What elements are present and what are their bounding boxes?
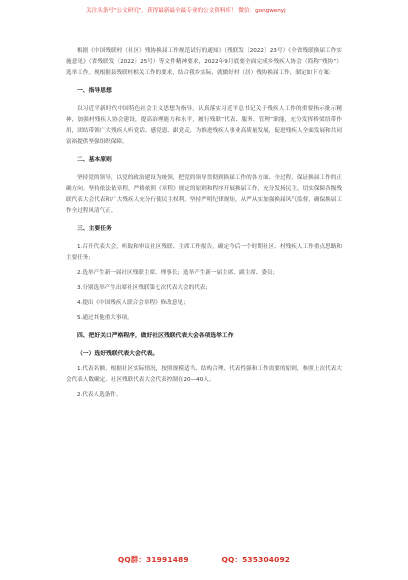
section-heading-basic-principles: 二、基本原则 <box>77 157 112 163</box>
delegate-conditions-paragraph: 2.代表人选条件。 <box>77 392 122 398</box>
basic-principles-paragraph: 坚持党的领导，以党的政治建设为统领，把党的领导贯彻到换届工作的各方面、全过程，保证换届工作的正确方向。坚持依法依章程，严格依照《章程》规定的原则和程序开展换届工作，充分发扬民主，切实保障各级残联代表大会代表和广大残疾人充分行使民主权利，坚持严明纪律规矩，从严从实加强换届风气监督，确保换届工作全过程风清气正。 <box>66 175 342 214</box>
task-item-3: 3.分别选举产生出席社区残联第七次代表大会的代表； <box>77 285 211 291</box>
task-item-4: 4.提出《中国残疾人联合会章程》修改意见； <box>77 300 189 306</box>
qq-contact-text: QQ：535304092 <box>221 555 291 564</box>
contact-footer <box>0 554 408 565</box>
section-heading-guiding-ideology: 一、指导思想 <box>77 88 112 94</box>
delegate-quota-paragraph: 1.代表名额。根据社区实际情况，按照规模适当、结构合理、代表性强和工作需要的原则，参照上次代表大会代表人数确定。社区残联代表大会代表控制在20—40人。 <box>66 366 342 383</box>
promo-banner <box>86 8 386 15</box>
guiding-ideology-paragraph: 以习近平新时代中国特色社会主义思想为指导，认真落实习近平总书记关于残疾人工作的重要指示批示精神，加强村残疾人协会建设，提高治理能力和水平，履行残联“代表、服务、管理”职能，充分发挥桥梁纽带作用，团结带领广大残疾人听党话、感党恩、跟党走，为推进残疾人事业高质量发展，促进残疾人全面发展和共同富裕提供坚强组织保障。 <box>66 106 342 145</box>
section-heading-main-tasks: 三、主要任务 <box>77 226 112 232</box>
subsection-heading-delegates: （一）选好残联代表大会代表。 <box>77 351 159 357</box>
section-heading-election-work: 四、把好关口严格程序，做好社区残联代表大会各项选举工作 <box>77 333 234 339</box>
task-item-2: 2.选举产生新一届社区残联主席、理事长；选举产生新一届主席、副主席、委员； <box>77 270 279 276</box>
task-item-1: 1.召开代表大会，听取和审议社区残联、主席工作报告，确定今后一个时期社区、村残疾人工作重点思路和主要任务； <box>66 244 342 261</box>
task-item-5: 5.通过其他重大事项。 <box>77 315 133 321</box>
intro-paragraph: 根据《中国残联村（社区）残协换届工作规范试行的通知》（残联发〔2022〕23号）《全省残联换届工作实施意见》（省残联发〔2022〕25号）等文件精神要求，2022年9月底要全面完成乡残疾人协会（简称“残协”）选举工作。现根据县残联村相关工作的要求，结合我乡实际，就做好村（居）残协换届工作，制定如下方案： <box>66 48 342 76</box>
document-body <box>66 46 342 405</box>
banner-text: 关注头条号"公文研究"，获得最新最全最专业的公文资料库！ 微信：gongwenyj <box>86 8 286 14</box>
qq-group-text: QQ群：31991489 <box>117 555 189 564</box>
